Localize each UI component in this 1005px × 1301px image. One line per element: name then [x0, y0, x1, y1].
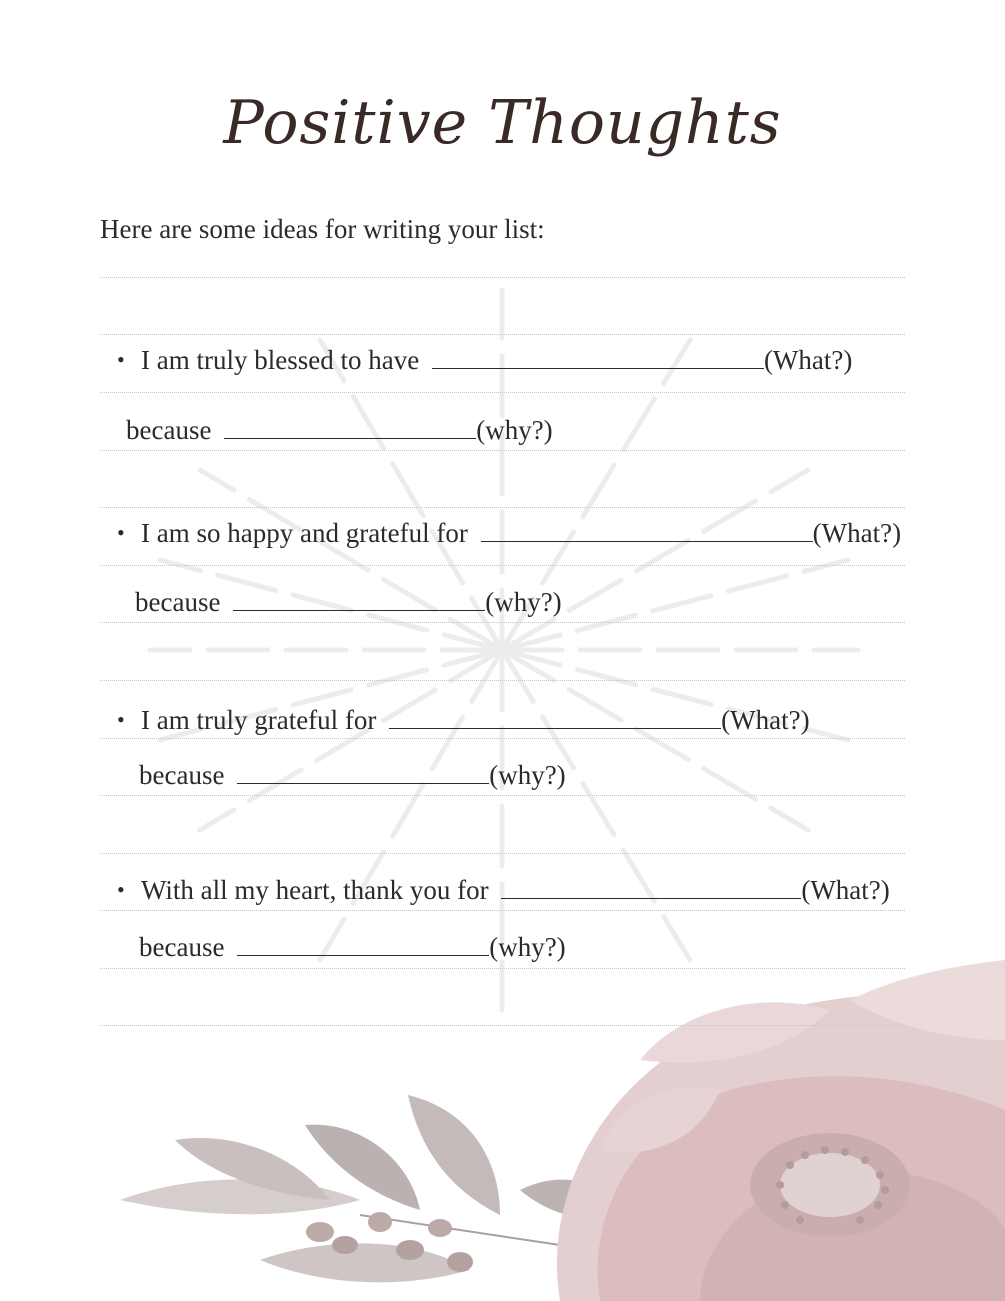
- prompt-text: I am truly blessed to have: [141, 345, 420, 375]
- bullet-icon: •: [117, 347, 125, 372]
- because-line-1: [126, 415, 553, 446]
- because-text: because: [139, 760, 225, 790]
- ruled-line: [100, 910, 905, 911]
- prompt-line-3: [117, 705, 810, 736]
- what-hint: (What?): [801, 875, 890, 905]
- prompt-text: I am so happy and grateful for: [141, 518, 468, 548]
- why-hint: (why?): [476, 415, 553, 445]
- ruled-line: [100, 565, 905, 566]
- what-hint: (What?): [763, 345, 853, 375]
- what-blank[interactable]: [501, 878, 801, 899]
- ruled-line: [100, 738, 905, 739]
- ruled-line: [100, 795, 905, 796]
- why-hint: (why?): [489, 932, 566, 962]
- page-title: Positive Thoughts: [223, 88, 782, 158]
- ruled-line: [100, 507, 905, 508]
- ruled-line: [100, 450, 905, 451]
- why-hint: (why?): [489, 760, 566, 790]
- ruled-line: [100, 1025, 905, 1026]
- prompt-text: I am truly grateful for: [141, 705, 377, 735]
- why-blank[interactable]: [237, 763, 489, 784]
- bullet-icon: •: [117, 520, 125, 545]
- because-text: because: [126, 415, 212, 445]
- why-hint: (why?): [485, 587, 562, 617]
- intro-text: Here are some ideas for writing your list:: [100, 214, 545, 244]
- prompt-line-4: [117, 875, 890, 906]
- ruled-line: [100, 277, 905, 278]
- why-blank[interactable]: [233, 590, 485, 611]
- prompt-text: With all my heart, thank you for: [141, 875, 489, 905]
- bullet-icon: •: [117, 877, 125, 902]
- because-line-3: [139, 760, 566, 791]
- ruled-line: [100, 622, 905, 623]
- why-blank[interactable]: [224, 418, 476, 439]
- ruled-line: [100, 334, 905, 335]
- prompt-line-1: [117, 345, 852, 376]
- what-blank[interactable]: [389, 708, 721, 729]
- what-hint: (What?): [721, 705, 810, 735]
- what-blank[interactable]: [432, 348, 764, 369]
- what-blank[interactable]: [481, 521, 813, 542]
- bullet-icon: •: [117, 707, 125, 732]
- why-blank[interactable]: [237, 935, 489, 956]
- ruled-line: [100, 680, 905, 681]
- because-line-4: [139, 932, 566, 963]
- what-hint: (What?): [812, 518, 902, 548]
- because-line-2: [135, 587, 562, 618]
- ruled-line: [100, 968, 905, 969]
- because-text: because: [135, 587, 221, 617]
- ruled-line: [100, 853, 905, 854]
- because-text: because: [139, 932, 225, 962]
- ruled-line: [100, 392, 905, 393]
- prompt-line-2: [117, 518, 901, 549]
